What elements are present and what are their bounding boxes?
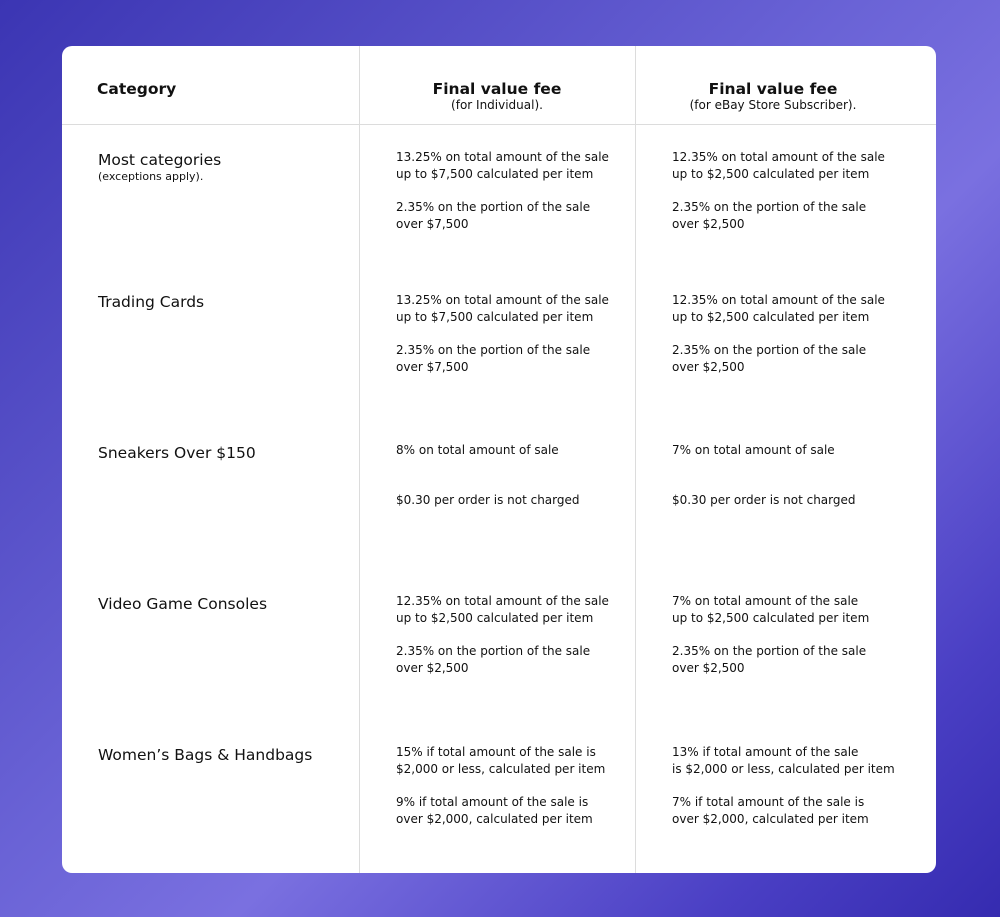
fee-line: $0.30 per order is not charged — [396, 493, 580, 507]
fee-line: 13.25% on total amount of the sale up to $7,500 calculated per item — [396, 293, 609, 324]
store-fee-cell — [672, 149, 932, 233]
row-category-label: Women’s Bags & Handbags — [98, 746, 313, 764]
fee-line: 2.35% on the portion of the sale over $2,500 — [672, 200, 867, 231]
row-category-label: Sneakers Over $150 — [98, 444, 256, 462]
header-store — [635, 80, 911, 112]
fee-line: 12.35% on total amount of the sale up to $2,500 calculated per item — [672, 293, 885, 324]
row-category-label: Trading Cards — [98, 293, 205, 311]
header-category: Category — [97, 80, 177, 98]
individual-fee-cell — [396, 442, 656, 509]
row-category-label: Most categories — [98, 151, 222, 169]
fee-line: 9% if total amount of the sale is over $2,000, calculated per item — [396, 795, 593, 826]
row-category — [98, 151, 221, 184]
store-fee-cell — [672, 744, 932, 828]
store-fee-cell — [672, 442, 932, 509]
fee-line: 13.25% on total amount of the sale up to $7,500 calculated per item — [396, 150, 609, 181]
fee-line: 12.35% on total amount of the sale up to $2,500 calculated per item — [396, 594, 609, 625]
column-divider — [359, 46, 360, 873]
fee-line: 7% on total amount of sale — [672, 443, 835, 457]
row-category — [98, 293, 204, 311]
fee-line: 8% on total amount of sale — [396, 443, 559, 457]
row-category-note: (exceptions apply). — [98, 170, 204, 183]
fee-line: 2.35% on the portion of the sale over $7,500 — [396, 343, 591, 374]
header-store-title: Final value fee — [708, 80, 838, 98]
individual-fee-cell — [396, 149, 656, 233]
fee-line: 2.35% on the portion of the sale over $2,500 — [672, 644, 867, 675]
fee-line: 7% on total amount of the sale up to $2,500 calculated per item — [672, 594, 870, 625]
individual-fee-cell — [396, 292, 656, 376]
row-category — [98, 746, 312, 764]
header-store-subtitle: (for eBay Store Subscriber). — [689, 98, 857, 112]
header-individual-subtitle: (for Individual). — [451, 98, 543, 112]
row-category — [98, 595, 267, 613]
fee-line: 2.35% on the portion of the sale over $2,500 — [672, 343, 867, 374]
row-category-label: Video Game Consoles — [98, 595, 268, 613]
fee-line: 7% if total amount of the sale is over $2,000, calculated per item — [672, 795, 869, 826]
fee-line: 13% if total amount of the sale is $2,000 or less, calculated per item — [672, 745, 895, 776]
individual-fee-cell — [396, 593, 656, 677]
fee-table-card — [62, 46, 936, 873]
individual-fee-cell — [396, 744, 656, 828]
fee-line: 2.35% on the portion of the sale over $7,500 — [396, 200, 591, 231]
fee-line: 12.35% on total amount of the sale up to $2,500 calculated per item — [672, 150, 885, 181]
header-divider — [62, 124, 936, 125]
store-fee-cell — [672, 292, 932, 376]
fee-line: 15% if total amount of the sale is $2,000 or less, calculated per item — [396, 745, 606, 776]
fee-line: 2.35% on the portion of the sale over $2,500 — [396, 644, 591, 675]
store-fee-cell — [672, 593, 932, 677]
row-category — [98, 444, 256, 462]
fee-line: $0.30 per order is not charged — [672, 493, 856, 507]
header-individual-title: Final value fee — [432, 80, 562, 98]
header-individual — [359, 80, 635, 112]
